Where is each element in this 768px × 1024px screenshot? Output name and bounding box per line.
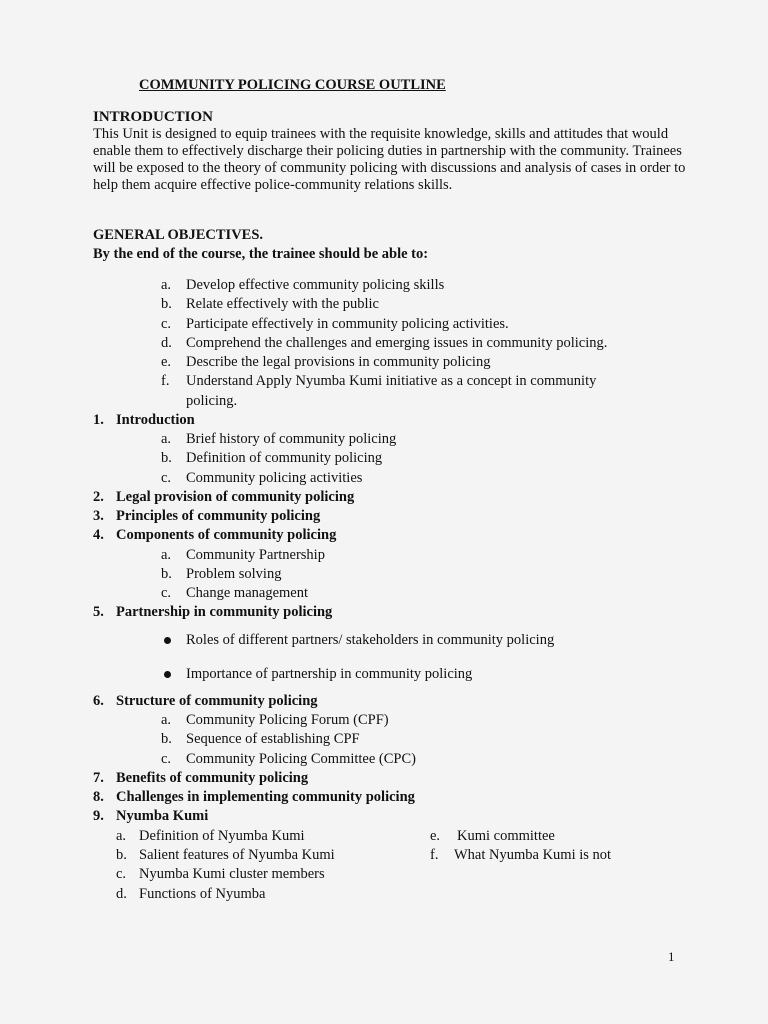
general-objectives-lead: By the end of the course, the trainee should be able to:	[93, 246, 429, 262]
introduction-paragraph: This Unit is designed to equip trainees with the requisite knowledge, skills and attitudes that would enable them to effectively discharge their policing duties in partnership with the community. Trainees will be exposed to the theory of community policing with discussions and analysis of cases in order to help them acquire effective police-community relations skills.	[93, 126, 686, 193]
introduction-heading: INTRODUCTION	[93, 109, 214, 125]
document-title: COMMUNITY POLICING COURSE OUTLINE	[139, 77, 446, 93]
general-objectives-heading: GENERAL OBJECTIVES.	[93, 227, 264, 243]
bullet-icon	[164, 671, 171, 678]
page-number: 1	[668, 949, 675, 964]
bullet-icon	[164, 637, 171, 644]
